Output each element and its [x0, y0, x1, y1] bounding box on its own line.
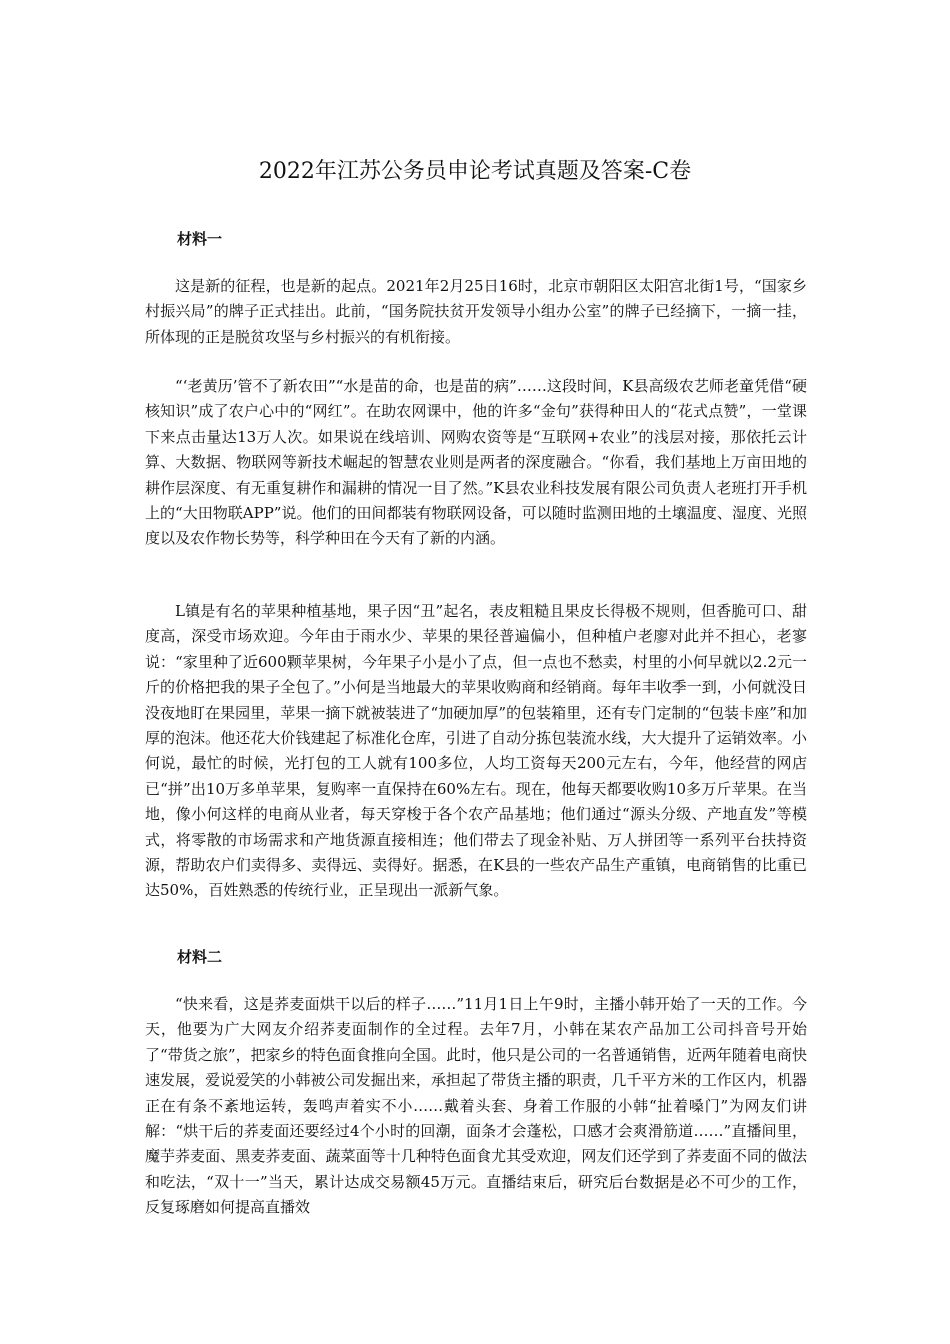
- section-heading-2: 材料二: [177, 948, 223, 966]
- paragraph: “快来看，这是荞麦面烘干以后的样子……”11月1日上午9时，主播小韩开始了一天的工作。今天，他要为广大网友介绍荞麦面制作的全过程。去年7月，小韩在某农产品加工公司抖音号开始了“带货之旅”，把家乡的特色面食推向全国。此时，他只是公司的一名普通销售，近两年随着电商快速发展，爱说爱笑的小韩被公司发掘出来，承担起了带货主播的职责，几千平方米的工作区内，机器正在有条不紊地运转，轰鸣声着实不小……戴着头套、身着工作服的小韩“扯着嗓门”为网友们讲解：“烘干后的荞麦面还要经过4个小时的回潮，面条才会蓬松，口感才会爽滑筋道……”直播间里，魔芋荞麦面、黑麦荞麦面、蔬菜面等十几种特色面食尤其受欢迎，网友们还学到了荞麦面不同的做法和吃法，“双十一”当天，累计达成交易额45万元。直播结束后，研究后台数据是必不可少的工作，反复琢磨如何提高直播效: [145, 995, 807, 1217]
- paragraph: “‘老黄历’管不了新农田”“水是苗的命，也是苗的病”……这段时间，K县高级农艺师老童凭借“硬核知识”成了农户心中的“网红”。在助农网课中，他的许多“金句”获得种田人的“花式点赞”，一堂课下来点击量达13万人次。如果说在线培训、网购农资等是“互联网+农业”的浅层对接，那依托云计算、大数据、物联网等新技术崛起的智慧农业则是两者的深度融合。“你看，我们基地上万亩田地的耕作层深度、有无重复耕作和漏耕的情况一目了然。”K县农业科技发展有限公司负责人老班打开手机上的“大田物联APP”说。他们的田间都装有物联网设备，可以随时监测田地的土壤温度、湿度、光照度以及农作物长势等，科学种田在今天有了新的内涵。: [145, 377, 807, 548]
- paragraph: L镇是有名的苹果种植基地，果子因“丑”起名，表皮粗糙且果皮长得极不规则，但香脆可口、甜度高，深受市场欢迎。今年由于雨水少、苹果的果径普遍偏小，但种植户老廖对此并不担心，老寥说：“家里种了近600颗苹果树，今年果子小是小了点，但一点也不愁卖，村里的小何早就以2.2元一斤的价格把我的果子全包了。”小何是当地最大的苹果收购商和经销商。每年丰收季一到，小何就没日没夜地盯在果园里，苹果一摘下就被装进了“加硬加厚”的包装箱里，还有专门定制的“包装卡座”和加厚的泡沫。他还花大价钱建起了标准化仓库，引进了自动分拣包装流水线，大大提升了运销效率。小何说，最忙的时候，光打包的工人就有100多位，人均工资每天200元左右，今年，他经营的网店已“拼”出10万多单苹果，复购率一直保持在60%左右。现在，他每天都要收购10多万斤苹果。在当地，像小何这样的电商从业者，每天穿梭于各个农产品基地；他们通过“源头分级、产地直发”等模式，将零散的市场需求和产地货源直接相连；他们带去了现金补贴、万人拼团等一系列平台扶持资源，帮助农户们卖得多、卖得远、卖得好。据悉，在K县的一些农产品生产重镇，电商销售的比重已达50%，百姓熟悉的传统行业，正呈现出一派新气象。: [145, 602, 807, 900]
- document-title: 2022年江苏公务员申论考试真题及答案-C卷: [258, 159, 692, 184]
- section-heading-1: 材料一: [177, 230, 223, 248]
- paragraph: 这是新的征程，也是新的起点。2021年2月25日16时，北京市朝阳区太阳宫北街1号，“国家乡村振兴局”的牌子正式挂出。此前，“国务院扶贫开发领导小组办公室”的牌子已经摘下，一摘一挂，所体现的正是脱贫攻坚与乡村振兴的有机衔接。: [145, 277, 807, 346]
